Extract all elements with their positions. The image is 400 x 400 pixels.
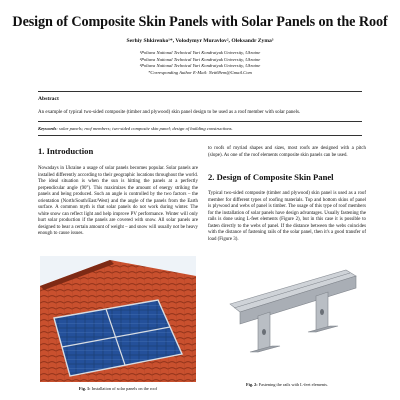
top-rule (38, 91, 362, 92)
section-2-text: Typical two-sided composite (timber and plywood) skin panel is used as a roof member for different types of roofing materials. Top and bottom skins of panel is plywood and webs of panel is timber. The usage of this type of roof members for the installation of solar panels have design advantages. Usually fastening the rails is done using L-feet elements (Figure 2), but in this case it is possible to fasten directly to the webs of panel. If the distance between the webs coincides with the distance of fastening rails of the solar panel, then it's a good transfer of load (Figure 3). (208, 191, 366, 242)
author-list: Serhiy Shkirenko¹*, Volodymyr Muravlov², Oleksandr Zyma³ (126, 38, 274, 44)
abstract-rule (38, 121, 362, 122)
fig2-rail-lfeet-photo (224, 266, 362, 376)
affiliation-2: ²Poltava National Technical Yuri Kondratyuk University, Ukraine (139, 56, 261, 62)
affiliations (0, 50, 400, 76)
affiliation-3: ³Poltava National Technical Yuri Kondratyuk University, Ukraine (139, 63, 261, 69)
keywords-text: : solar panels; roof members; two-sided composite skin panel; design of building constructions. (56, 126, 233, 131)
fig1-caption (0, 386, 236, 391)
fig2-label: Fig. 2: (246, 382, 258, 387)
section-1-text: Nowadays in Ukraine a usage of solar panels becomes popular. Solar panels are installed differently according to their geographic locations throughout the world. The ideal situation is when the sun is hitting the panels at a perfectly perpendicular angle (90°). This maximizes the amount of energy striking the panels and being produced. Such an angle is controlled by the two factors – the orientation (North/South/East/West) and the angle of the panels from the Earth surface. A common myth is that solar panels do not work during winter. The white snow can reflect light and help improve PV performance. Winter will only hurt solar production if the panels are covered with snow. All solar panels are designed to bear a certain amount of weight – and snow will usually not be heavy enough to cause issues. (38, 166, 198, 237)
keywords-label: Keywords (38, 126, 57, 131)
fig2-caption (208, 382, 366, 387)
right-column-intro: to roofs of myriad shapes and sizes, most roofs are designed with a pitch (slope). As one of the roof elements composite skin panels can be used. (208, 146, 366, 158)
section-2-heading: 2. Design of Composite Skin Panel (208, 172, 334, 182)
section-1-heading: 1. Introduction (38, 146, 94, 156)
abstract-heading: Abstract (38, 96, 59, 102)
paper-title: Design of Composite Skin Panels with Solar Panels on the Roof (12, 14, 388, 30)
fig2-caption-text: Fastening the rails with L-feet elements. (257, 382, 328, 387)
fig1-label: Fig. 1: (78, 386, 91, 391)
abstract-text: An example of typical two-sided composite (timber and plywood) skin panel design to be used as a roof member with solar panels. (38, 110, 301, 115)
fig1-solar-roof-photo (40, 256, 196, 382)
fig1-caption-text: Installation of solar panels on the roof (90, 386, 158, 391)
affiliation-1: ¹Poltava National Technical Yuri Kondratyuk University, Ukraine (139, 50, 261, 55)
corresponding-author: *Corresponding Author E-Mail: Nett69em@Gmail.Com (148, 69, 252, 75)
keywords-rule (38, 135, 362, 136)
keywords-line (38, 126, 362, 131)
